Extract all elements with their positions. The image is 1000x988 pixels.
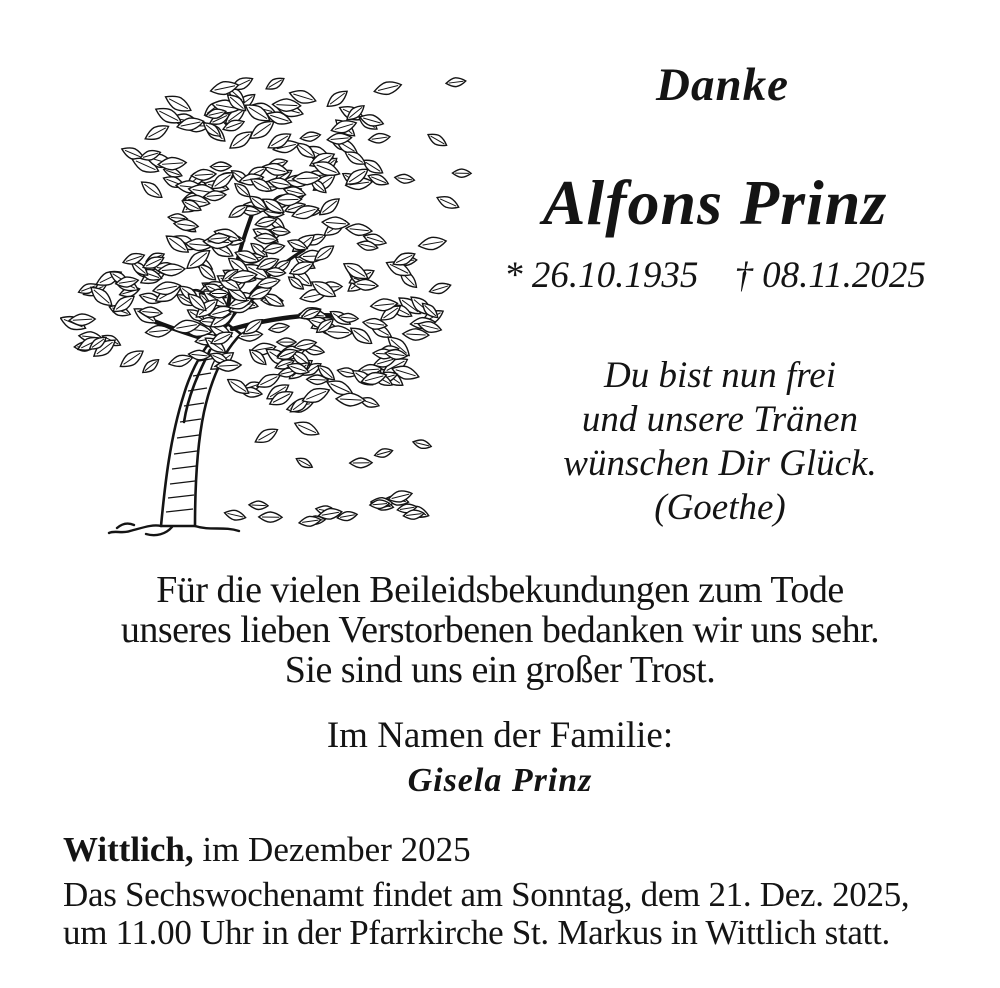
place-date	[63, 830, 471, 870]
poem-line: wünschen Dir Glück.	[563, 443, 877, 484]
service-line: Das Sechswochenamt findet am Sonntag, dem 21. Dez. 2025,	[63, 875, 910, 914]
life-dates	[455, 254, 975, 297]
poem-line: und unsere Tränen	[581, 399, 859, 440]
service-announcement	[63, 876, 909, 952]
family-intro: Im Namen der Familie:	[326, 715, 674, 756]
thanks-line: Sie sind uns ein großer Trost.	[284, 649, 716, 691]
family-name: Gisela Prinz	[407, 762, 593, 799]
place: Wittlich,	[63, 830, 194, 869]
poem-attribution: (Goethe)	[654, 487, 786, 528]
deceased-name: Alfons Prinz	[542, 167, 888, 238]
service-line: um 11.00 Uhr in der Pfarrkirche St. Markus in Wittlich statt.	[63, 913, 890, 952]
birth-date: * 26.10.1935	[504, 255, 699, 296]
thanks-line: Für die vielen Beileidsbekundungen zum Tode	[156, 569, 844, 611]
poem-line: Du bist nun frei	[604, 355, 836, 396]
death-date: † 08.11.2025	[734, 255, 926, 296]
date: im Dezember 2025	[202, 830, 471, 869]
poem	[480, 354, 960, 530]
thanks-line: unseres lieben Verstorbenen bedanken wir uns sehr.	[120, 609, 880, 651]
thanks-text	[0, 570, 1000, 690]
tree-illustration	[60, 44, 476, 550]
windblown-tree-icon	[60, 44, 476, 550]
title-danke: Danke	[656, 59, 789, 111]
